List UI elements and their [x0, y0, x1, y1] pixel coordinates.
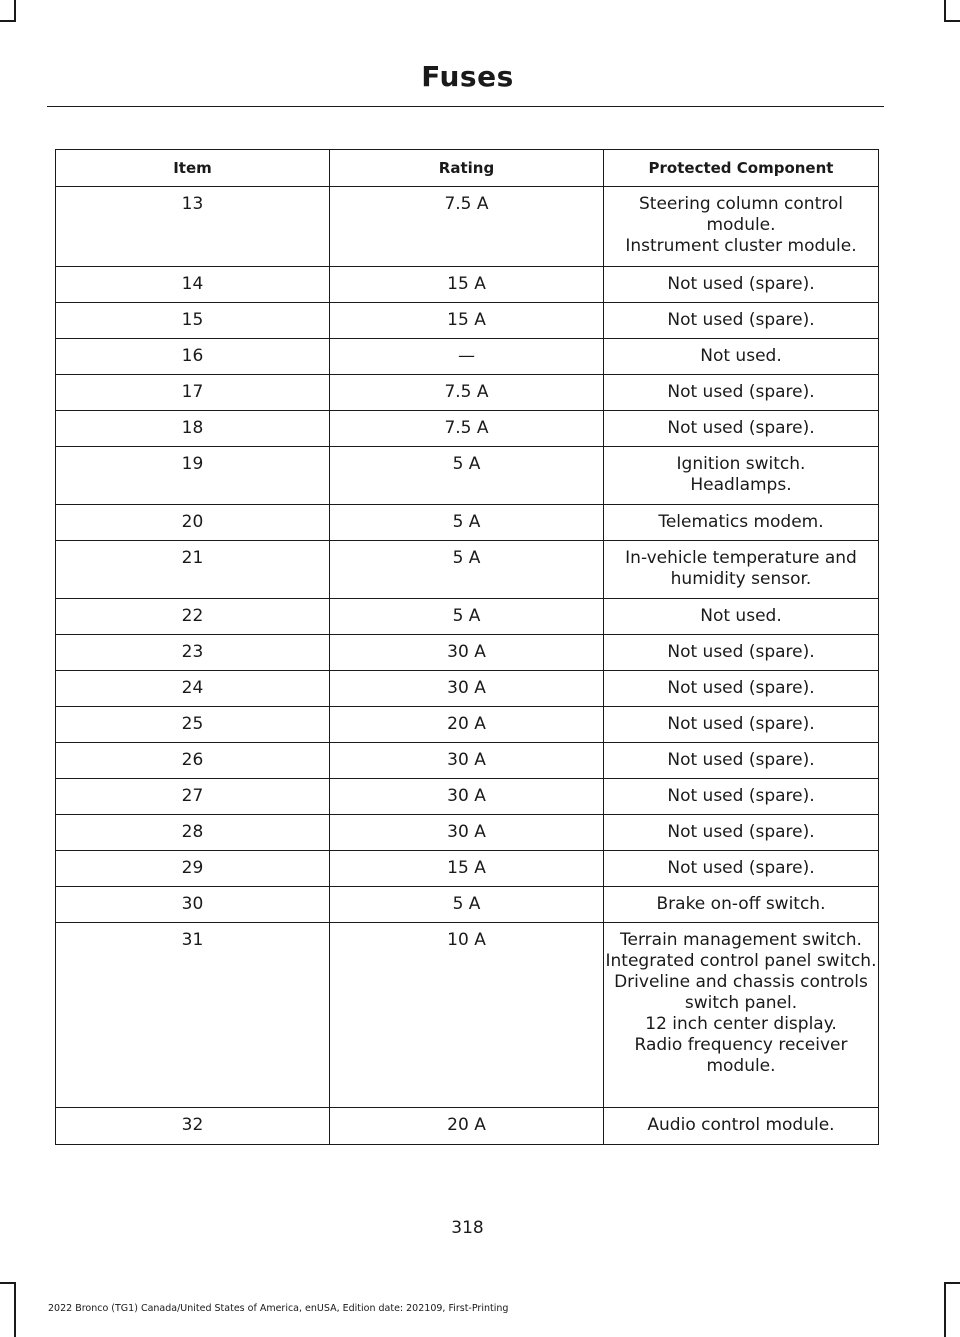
fuse-item-cell: 24	[56, 671, 330, 707]
fuse-rating-cell: 30 A	[330, 779, 604, 815]
protected-component-cell: Not used (spare).	[604, 303, 879, 339]
table-row	[56, 1108, 879, 1145]
table-header-row	[56, 150, 879, 187]
table-row	[56, 923, 879, 1108]
fuse-item-cell: 19	[56, 447, 330, 505]
fuse-rating-cell: 30 A	[330, 635, 604, 671]
protected-component-cell: Brake on-off switch.	[604, 887, 879, 923]
table-row	[56, 411, 879, 447]
fuse-rating-cell: 30 A	[330, 743, 604, 779]
table-row	[56, 267, 879, 303]
fuse-rating-cell: 30 A	[330, 671, 604, 707]
fuse-table-body	[56, 187, 879, 1145]
crop-mark-top-right	[944, 20, 960, 22]
fuse-item-cell: 17	[56, 375, 330, 411]
page-title: Fuses	[421, 60, 514, 93]
protected-component-cell: Ignition switch. Headlamps.	[604, 447, 879, 505]
protected-component-cell: Not used (spare).	[604, 635, 879, 671]
fuse-table	[55, 149, 879, 1145]
footer-edition-info: 2022 Bronco (TG1) Canada/United States of America, enUSA, Edition date: 202109, First-Printing	[48, 1303, 509, 1314]
fuse-rating-cell: 30 A	[330, 815, 604, 851]
column-header-item: Item	[56, 150, 330, 187]
table-row	[56, 671, 879, 707]
fuse-rating-cell: 5 A	[330, 887, 604, 923]
fuse-item-cell: 13	[56, 187, 330, 267]
crop-mark-top-left	[14, 0, 16, 20]
fuse-item-cell: 32	[56, 1108, 330, 1145]
title-divider	[47, 106, 884, 107]
table-row	[56, 851, 879, 887]
fuse-item-cell: 15	[56, 303, 330, 339]
protected-component-cell: Not used.	[604, 599, 879, 635]
fuse-rating-cell: 10 A	[330, 923, 604, 1108]
table-row	[56, 743, 879, 779]
fuse-rating-cell: 20 A	[330, 707, 604, 743]
table-row	[56, 541, 879, 599]
table-row	[56, 447, 879, 505]
protected-component-cell: Not used (spare).	[604, 707, 879, 743]
protected-component-cell: In-vehicle temperature and humidity sensor.	[604, 541, 879, 599]
protected-component-cell: Not used (spare).	[604, 851, 879, 887]
protected-component-cell: Not used.	[604, 339, 879, 375]
table-row	[56, 887, 879, 923]
fuse-item-cell: 20	[56, 505, 330, 541]
protected-component-cell: Terrain management switch. Integrated control panel switch. Driveline and chassis controls switch panel. 12 inch center display. Radio frequency receiver module.	[604, 923, 879, 1108]
crop-mark-bottom-right	[944, 1282, 960, 1284]
protected-component-cell: Audio control module.	[604, 1108, 879, 1145]
fuse-item-cell: 29	[56, 851, 330, 887]
table-row	[56, 635, 879, 671]
protected-component-cell: Not used (spare).	[604, 815, 879, 851]
table-row	[56, 599, 879, 635]
fuse-item-cell: 18	[56, 411, 330, 447]
fuse-rating-cell: 5 A	[330, 447, 604, 505]
protected-component-cell: Telematics modem.	[604, 505, 879, 541]
fuse-rating-cell: 7.5 A	[330, 187, 604, 267]
fuse-rating-cell: 7.5 A	[330, 411, 604, 447]
protected-component-cell: Not used (spare).	[604, 671, 879, 707]
fuse-rating-cell: 7.5 A	[330, 375, 604, 411]
fuse-item-cell: 27	[56, 779, 330, 815]
fuse-item-cell: 30	[56, 887, 330, 923]
protected-component-cell: Not used (spare).	[604, 267, 879, 303]
fuse-item-cell: 31	[56, 923, 330, 1108]
table-row	[56, 779, 879, 815]
protected-component-cell: Not used (spare).	[604, 375, 879, 411]
fuse-item-cell: 25	[56, 707, 330, 743]
table-row	[56, 339, 879, 375]
table-row	[56, 707, 879, 743]
table-row	[56, 375, 879, 411]
fuse-rating-cell: 15 A	[330, 267, 604, 303]
crop-mark-bottom-right	[944, 1282, 946, 1337]
crop-mark-top-right	[944, 0, 946, 20]
fuse-item-cell: 22	[56, 599, 330, 635]
fuse-rating-cell: 15 A	[330, 303, 604, 339]
fuse-item-cell: 21	[56, 541, 330, 599]
table-row	[56, 815, 879, 851]
column-header-protected-component: Protected Component	[604, 150, 879, 187]
crop-mark-bottom-left	[0, 1282, 16, 1284]
fuse-rating-cell: 5 A	[330, 505, 604, 541]
fuse-item-cell: 28	[56, 815, 330, 851]
table-row	[56, 187, 879, 267]
fuse-rating-cell: 20 A	[330, 1108, 604, 1145]
table-row	[56, 505, 879, 541]
fuse-rating-cell: 15 A	[330, 851, 604, 887]
protected-component-cell: Steering column control module. Instrument cluster module.	[604, 187, 879, 267]
fuse-rating-cell: —	[330, 339, 604, 375]
fuse-item-cell: 26	[56, 743, 330, 779]
fuse-item-cell: 23	[56, 635, 330, 671]
crop-mark-top-left	[0, 20, 16, 22]
fuse-item-cell: 14	[56, 267, 330, 303]
protected-component-cell: Not used (spare).	[604, 779, 879, 815]
protected-component-cell: Not used (spare).	[604, 411, 879, 447]
fuse-rating-cell: 5 A	[330, 599, 604, 635]
table-row	[56, 303, 879, 339]
crop-mark-bottom-left	[14, 1282, 16, 1337]
fuse-rating-cell: 5 A	[330, 541, 604, 599]
page-number: 318	[451, 1218, 484, 1238]
protected-component-cell: Not used (spare).	[604, 743, 879, 779]
fuse-item-cell: 16	[56, 339, 330, 375]
column-header-rating: Rating	[330, 150, 604, 187]
